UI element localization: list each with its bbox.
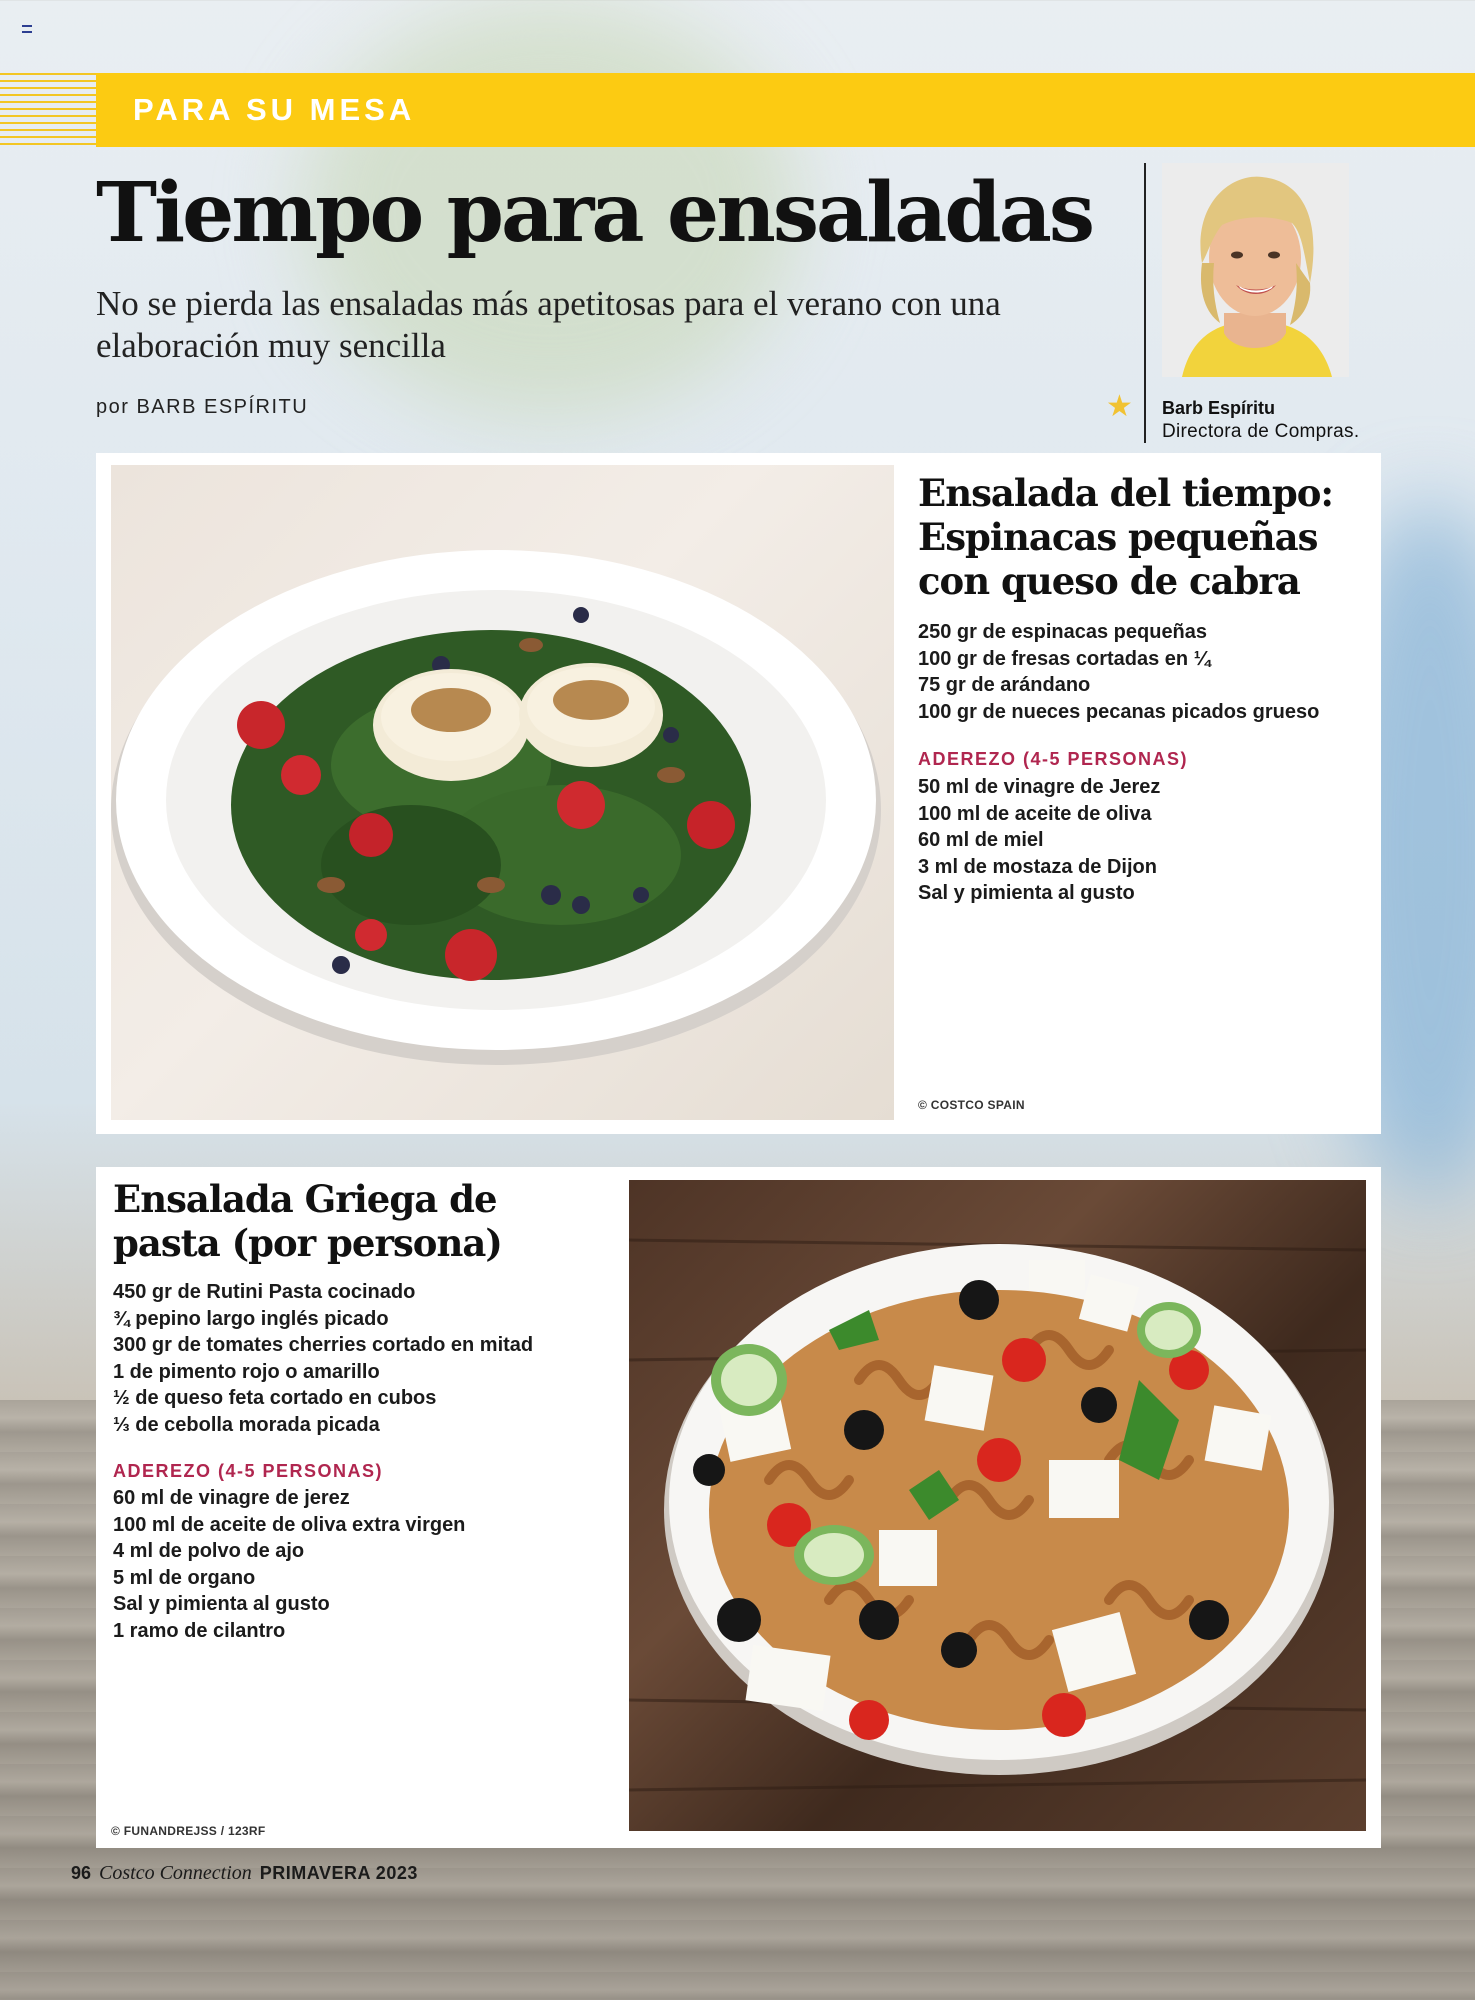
section-label: PARA SU MESA: [133, 92, 416, 127]
list-item: 60 ml de miel: [918, 829, 1044, 851]
list-item: 300 gr de tomates cherries cortado en mitad: [113, 1334, 534, 1356]
list-item: 5 ml de organo: [113, 1566, 256, 1589]
ingredient-list: [918, 619, 1319, 725]
page-number: 96: [71, 1863, 92, 1883]
article-byline: por BARB ESPÍRITU: [96, 396, 309, 418]
author-portrait-illustration: [1162, 163, 1349, 377]
section-banner: [96, 73, 1475, 147]
list-item: 450 gr de Rutini Pasta cocinado: [113, 1281, 416, 1303]
dressing-list: [918, 774, 1160, 907]
issue-label: PRIMAVERA 2023: [259, 1863, 418, 1883]
banner-stripes: [0, 73, 96, 147]
list-item: ¾ pepino largo inglés picado: [113, 1307, 389, 1330]
recipe-card-spinach: [96, 453, 1381, 1134]
author-role: Directora de Compras.: [1162, 421, 1360, 442]
ingredient-list: [113, 1279, 533, 1438]
photo-credit: © COSTCO SPAIN: [918, 1098, 1025, 1112]
list-item: 50 ml de vinagre de Jerez: [918, 776, 1161, 798]
author-divider: [1144, 163, 1146, 443]
list-item: ⅓ de cebolla morada picada: [113, 1413, 380, 1436]
dressing-heading: ADEREZO (4-5 PERSONAS): [113, 1461, 384, 1481]
article-subtitle: No se pierda las ensaladas más apetitosas para el verano con una elaboración muy sencilla: [96, 284, 1001, 365]
list-item: 100 gr de fresas cortadas en ¼: [918, 647, 1211, 670]
list-item: 100 gr de nueces pecanas picados grueso: [918, 700, 1320, 723]
list-item: 3 ml de mostaza de Dijon: [918, 855, 1157, 878]
recipe-title: Ensalada del tiempo: Espinacas pequeñas con queso de cabra: [918, 471, 1334, 603]
author-portrait: [1162, 163, 1349, 377]
article-title: Tiempo para ensaladas: [96, 165, 1093, 261]
dressing-heading: ADEREZO (4-5 PERSONAS): [918, 749, 1189, 769]
dressing-list: [113, 1485, 465, 1644]
list-item: 75 gr de arándano: [918, 674, 1091, 696]
list-item: 100 ml de aceite de oliva: [918, 802, 1152, 825]
spinach-salad-photo: [111, 465, 894, 1120]
list-item: 1 ramo de cilantro: [113, 1619, 286, 1642]
star-icon: ★: [1106, 390, 1133, 423]
list-item: 60 ml de vinagre de jerez: [113, 1487, 350, 1509]
photo-credit: © FUNANDREJSS / 123RF: [111, 1824, 266, 1838]
list-item: Sal y pimienta al gusto: [918, 882, 1135, 904]
magazine-name: Costco Connection: [99, 1862, 252, 1884]
list-item: 1 de pimento rojo o amarillo: [113, 1360, 380, 1383]
spinach-salad-illustration: [111, 465, 894, 1120]
recipe-card-greek-pasta: [96, 1167, 1381, 1848]
list-item: ½ de queso feta cortado en cubos: [113, 1387, 437, 1409]
list-item: 4 ml de polvo de ajo: [113, 1540, 305, 1562]
corner-mark-icon: [22, 25, 32, 33]
list-item: 250 gr de espinacas pequeñas: [918, 621, 1208, 643]
greek-pasta-photo: [629, 1180, 1366, 1831]
author-name: Barb Espíritu: [1162, 398, 1276, 418]
page-footer: [71, 1862, 418, 1885]
recipe-title: Ensalada Griega de pasta (por persona): [113, 1177, 502, 1265]
greek-pasta-illustration: [629, 1180, 1366, 1831]
list-item: 100 ml de aceite de oliva extra virgen: [113, 1513, 466, 1536]
list-item: Sal y pimienta al gusto: [113, 1593, 330, 1615]
